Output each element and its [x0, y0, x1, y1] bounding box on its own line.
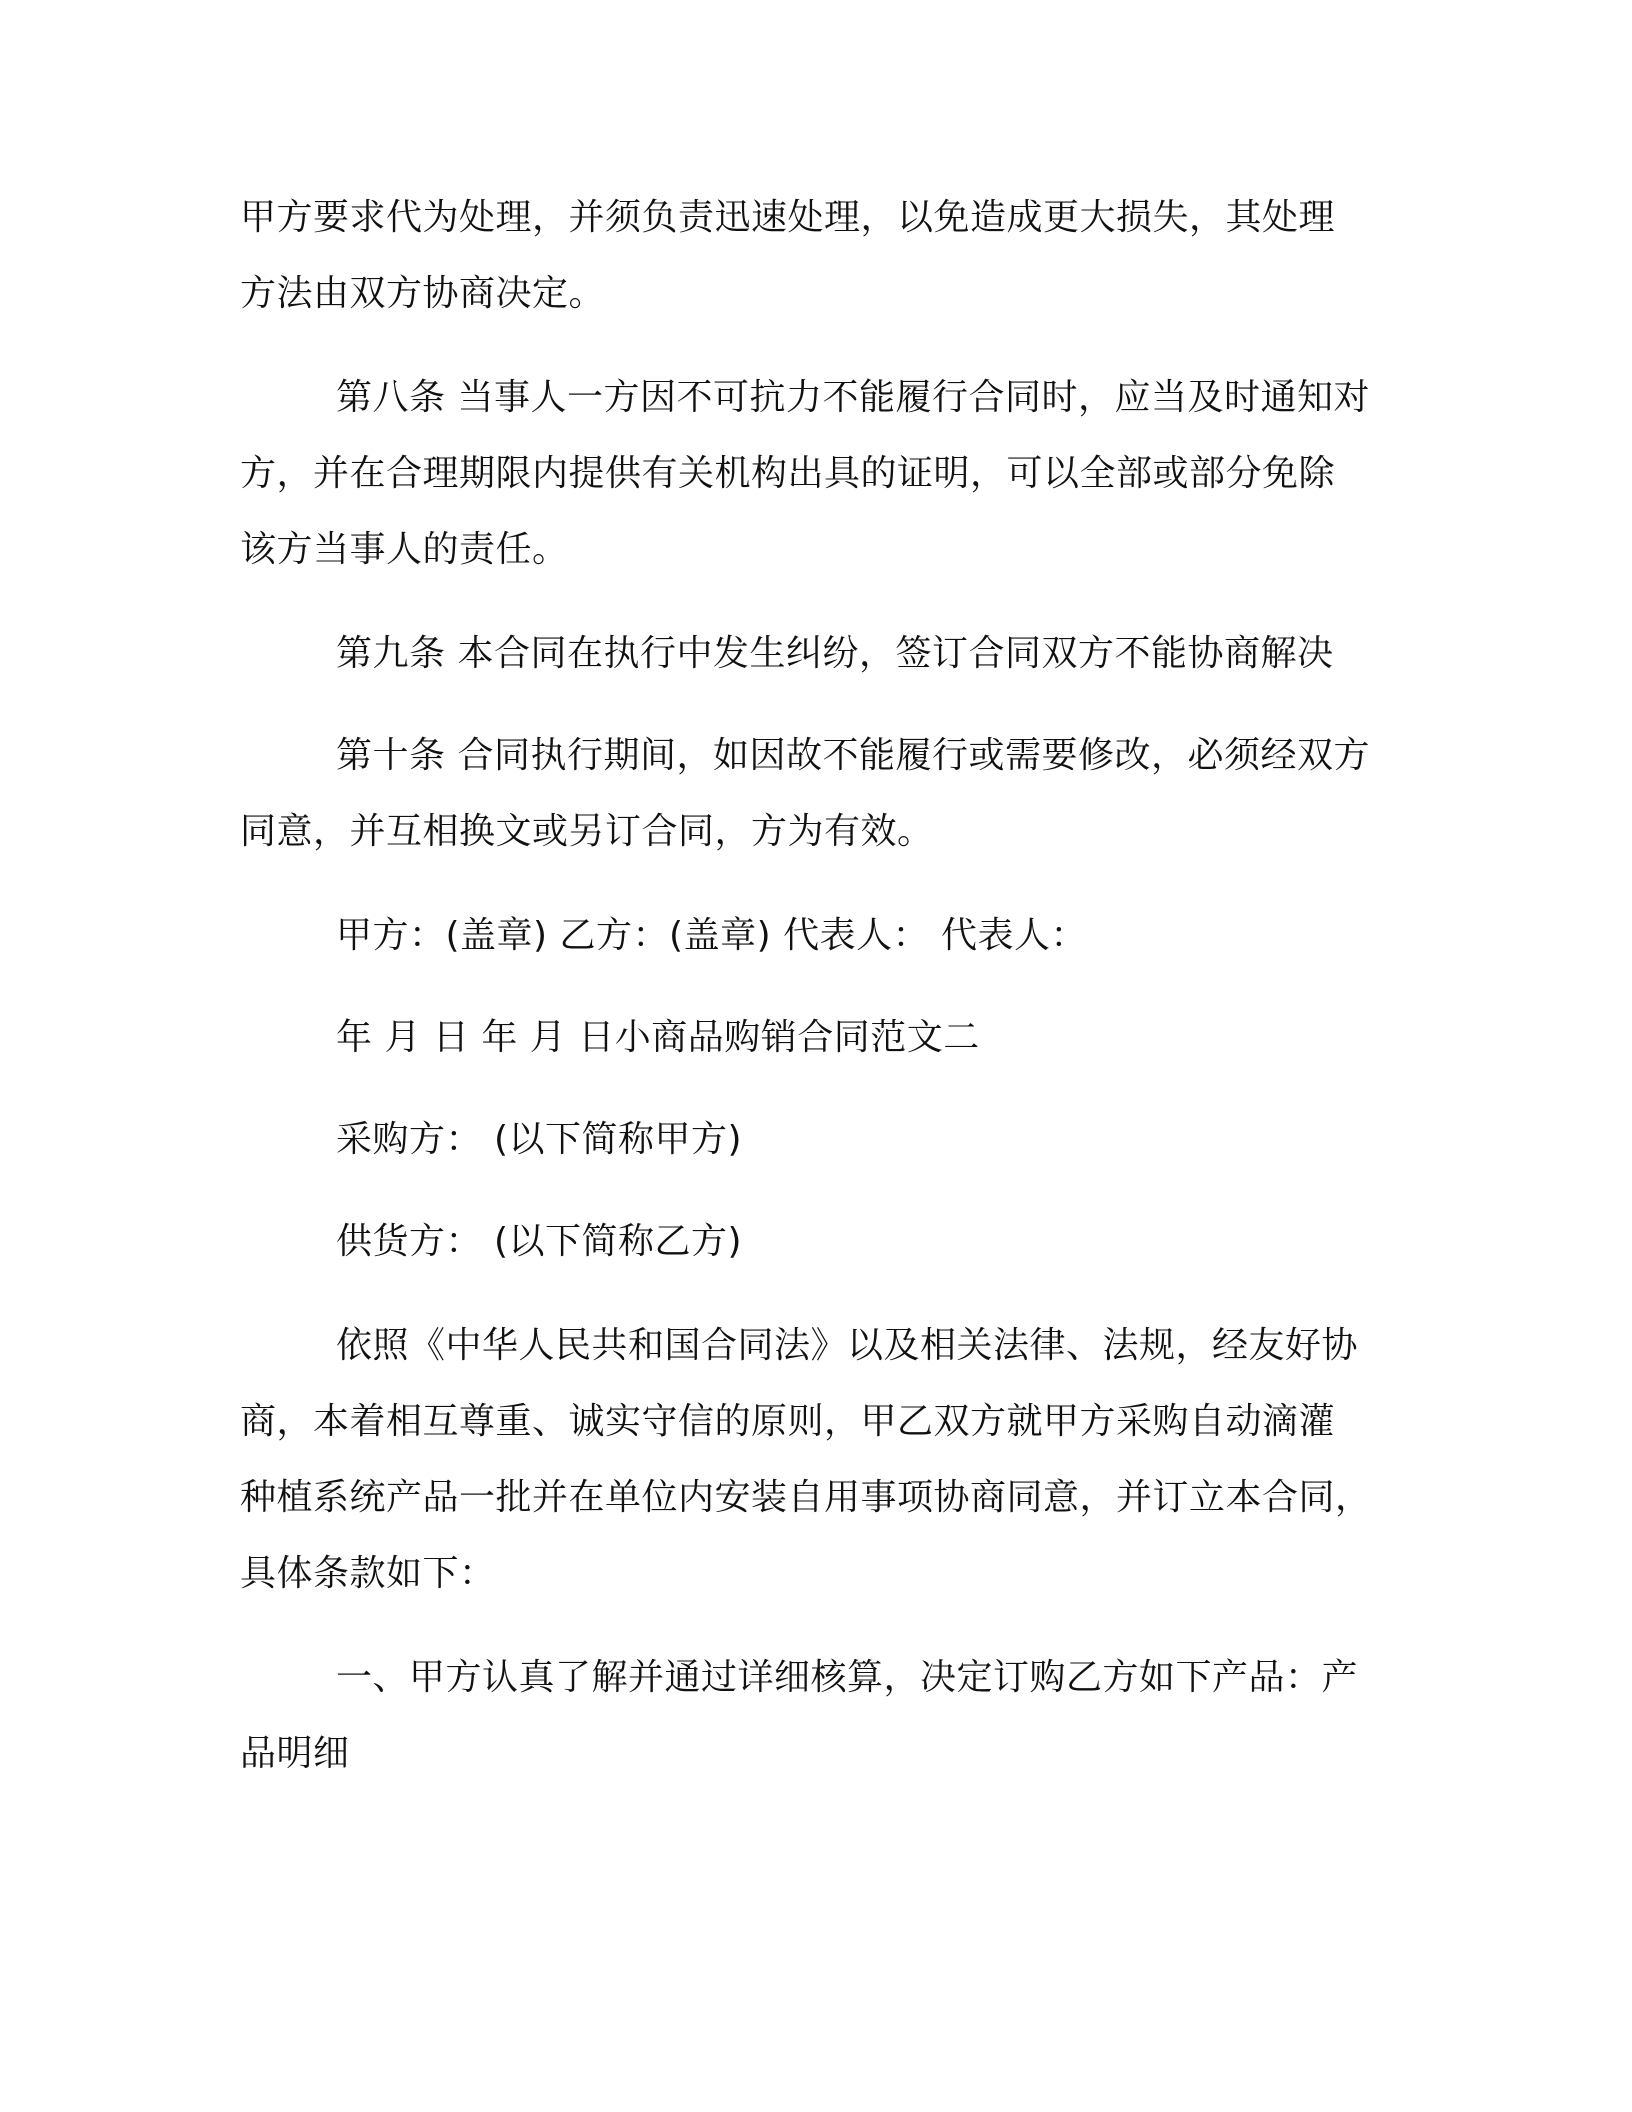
- article-10-line: 第十条 合同执行期间，如因故不能履行或需要修改，必须经双方: [336, 735, 1370, 776]
- text-line: 种植系统产品一批并在单位内安装自用事项协商同意，并订立本合同，: [240, 1477, 1372, 1518]
- article-9-line: 第九条 本合同在执行中发生纠纷，签订合同双方不能协商解决: [336, 633, 1334, 674]
- clause-1-line: 一、甲方认真了解并通过详细核算，决定订购乙方如下产品：产: [336, 1657, 1359, 1698]
- text-line: 该方当事人的责任。: [240, 529, 569, 570]
- date-title-line: 年 月 日 年 月 日小商品购销合同范文二: [336, 1017, 980, 1058]
- purchaser-line: 采购方： (以下简称甲方): [336, 1119, 743, 1160]
- text-line: 依照《中华人民共和国合同法》以及相关法律、法规，经友好协: [336, 1325, 1359, 1366]
- text-line: 商，本着相互尊重、诚实守信的原则，甲乙双方就甲方采购自动滴灌: [240, 1401, 1336, 1442]
- text-line: 品明细: [240, 1733, 350, 1774]
- text-line: 同意，并互相换文或另订合同，方为有效。: [240, 811, 934, 852]
- signature-line: 甲方：(盖章) 乙方：(盖章) 代表人： 代表人：: [336, 915, 1088, 956]
- text-line: 方，并在合理期限内提供有关机构出具的证明，可以全部或部分免除: [240, 453, 1336, 494]
- article-8-line: 第八条 当事人一方因不可抗力不能履行合同时，应当及时通知对: [336, 377, 1370, 418]
- text-line: 甲方要求代为处理，并须负责迅速处理，以免造成更大损失，其处理: [240, 197, 1336, 238]
- text-line: 具体条款如下：: [240, 1553, 496, 1594]
- supplier-line: 供货方： (以下简称乙方): [336, 1221, 743, 1262]
- text-line: 方法由双方协商决定。: [240, 273, 606, 314]
